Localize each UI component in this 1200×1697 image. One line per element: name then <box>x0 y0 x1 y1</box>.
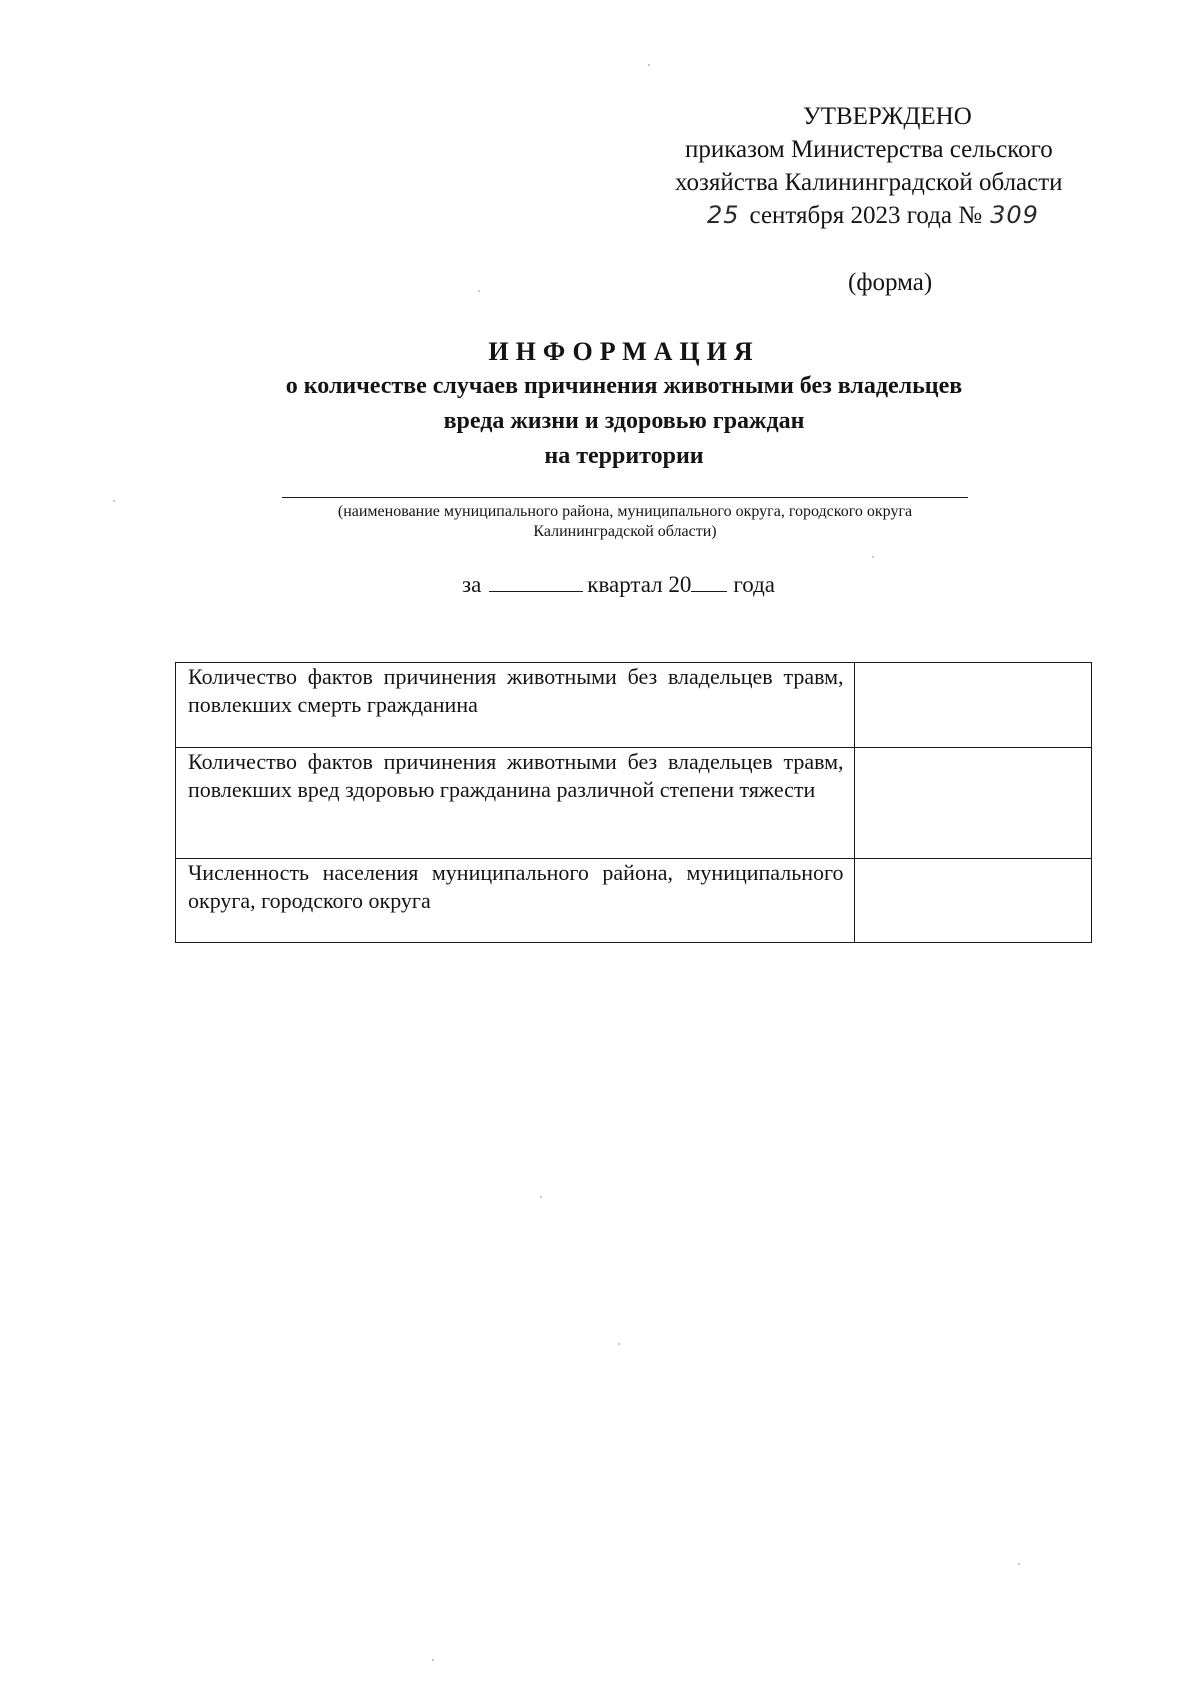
quarter-line <box>462 571 775 599</box>
row-label-text: Количество фактов причинения животными без владельцев травм, повлекших вред здоровью гражданина различной степени тяжести <box>188 749 844 802</box>
approval-date-line <box>707 199 1140 232</box>
row-label-text: Численность населения муниципального района, муниципального округа, городского округа <box>188 860 844 913</box>
scan-speck <box>618 1343 620 1345</box>
quarter-blank[interactable] <box>489 573 583 592</box>
quarter-suffix: года <box>733 572 776 597</box>
scan-speck <box>872 556 874 558</box>
row-label <box>176 663 855 748</box>
region-caption-line-1: (наименование муниципального района, муниципального округа, городского округа <box>337 503 913 520</box>
table-row <box>176 663 1092 748</box>
title-line-1: о количестве случаев причинения животными без владельцев <box>285 373 963 399</box>
quarter-middle: квартал 20 <box>587 572 692 597</box>
approval-ministry-line: хозяйства Калининградской области <box>675 169 1063 196</box>
scan-speck <box>432 1659 434 1661</box>
approval-block <box>640 100 1140 232</box>
row-value[interactable] <box>854 663 1091 748</box>
form-label: (форма) <box>848 269 933 296</box>
row-label-text: Количество фактов причинения животными без владельцев травм, повлекших смерть гражданина <box>188 664 844 717</box>
approval-heading: УТВЕРЖДЕНО <box>803 103 972 130</box>
handwritten-day: 25 <box>707 201 740 229</box>
row-label <box>176 859 855 943</box>
table-row <box>176 859 1092 943</box>
table-row <box>176 748 1092 859</box>
scan-speck <box>1018 1563 1020 1565</box>
region-caption-line-2: Калининградской области) <box>533 523 717 540</box>
row-value[interactable] <box>854 748 1091 859</box>
approval-date-text: сентября 2023 года № <box>749 202 983 229</box>
scan-speck <box>540 1196 542 1198</box>
row-value[interactable] <box>854 859 1091 943</box>
region-caption <box>282 502 968 542</box>
scan-speck <box>478 290 480 292</box>
year-blank[interactable] <box>691 573 727 592</box>
data-table <box>175 662 1092 943</box>
handwritten-order-number: 309 <box>990 201 1039 229</box>
scan-speck <box>648 64 650 66</box>
row-label <box>176 748 855 859</box>
title-line-3: на территории <box>544 443 704 469</box>
quarter-prefix: за <box>462 572 482 597</box>
scan-speck <box>113 500 115 502</box>
approval-order-line: приказом Министерства сельского <box>685 136 1053 163</box>
title-line-2: вреда жизни и здоровью граждан <box>443 408 805 434</box>
document-title <box>174 335 1074 474</box>
title-main: ИНФОРМАЦИЯ <box>488 337 760 366</box>
region-name-blank[interactable] <box>282 497 968 498</box>
